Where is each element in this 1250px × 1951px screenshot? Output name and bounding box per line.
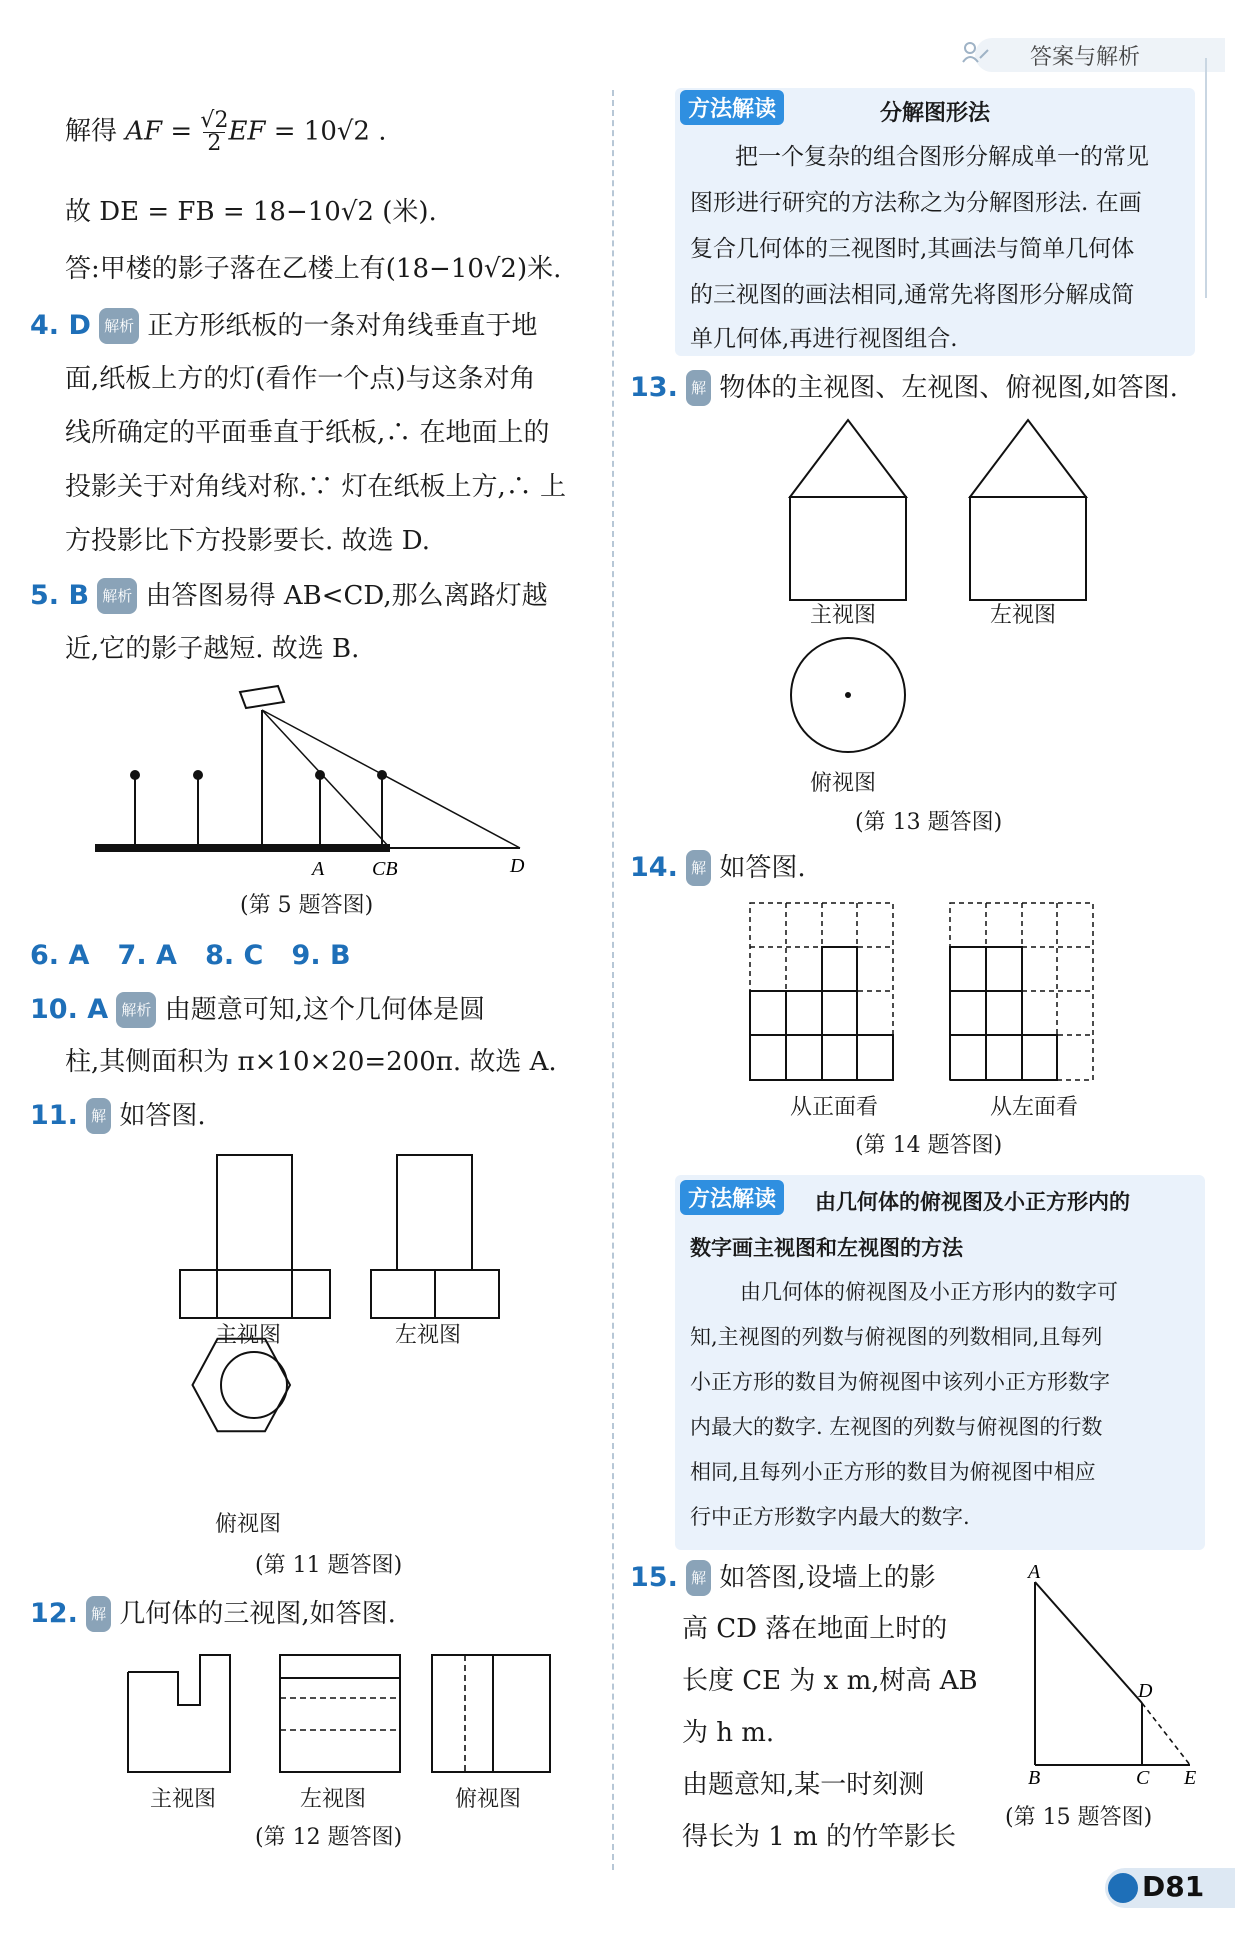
method1-title: 分解图形法	[880, 101, 991, 126]
method2-line-4: 内最大的数字. 左视图的列数与俯视图的行数	[690, 1415, 1103, 1439]
q15-label-e: E	[1184, 1767, 1197, 1785]
person-icon	[960, 40, 990, 64]
column-divider	[612, 90, 614, 1870]
q14-label-left: 从左面看	[990, 1095, 1079, 1120]
q4-tag: 解析	[99, 308, 139, 344]
q13-label-front: 主视图	[810, 603, 877, 628]
q12-label-top: 俯视图	[455, 1787, 522, 1812]
method2-title-2: 数字画主视图和左视图的方法	[690, 1236, 963, 1260]
q11-label-left: 左视图	[395, 1323, 462, 1348]
q15-line-1	[630, 1560, 936, 1596]
method1-line-2: 图形进行研究的方法称之为分解图形法. 在画	[690, 190, 1142, 216]
q4-text-1: 正方形纸板的一条对角线垂直于地	[147, 311, 538, 341]
q15-label-a: A	[1028, 1561, 1041, 1583]
q15-caption: (第 15 题答图)	[1005, 1805, 1153, 1830]
q15-line-2: 高 CD 落在地面上时的	[682, 1614, 948, 1644]
q12-line	[30, 1596, 396, 1632]
q15-number: 15.	[630, 1562, 678, 1593]
q15-line-3: 长度 CE 为 x m,树高 AB	[682, 1666, 978, 1696]
q15-label-c: C	[1136, 1767, 1150, 1785]
globe-icon	[1108, 1873, 1138, 1903]
method1-box	[675, 88, 1195, 356]
q14-figure	[745, 900, 1135, 1085]
q6-9-answers: 6. A 7. A 8. C 9. B	[30, 940, 351, 971]
q5-label-cb: CB	[372, 858, 398, 880]
q11-number: 11.	[30, 1100, 78, 1131]
q12-caption: (第 12 题答图)	[255, 1825, 403, 1850]
method1-tag: 方法解读	[680, 90, 784, 125]
page-number: D81	[1142, 1870, 1205, 1903]
q15-tag: 解	[686, 1560, 711, 1596]
q13-tag: 解	[686, 370, 711, 406]
method2-line-1: 由几何体的俯视图及小正方形内的数字可	[740, 1280, 1118, 1304]
q5-caption: (第 5 题答图)	[240, 893, 374, 918]
q13-number: 13.	[630, 372, 678, 403]
q4-line-2: 面,纸板上方的灯(看作一个点)与这条对角	[65, 364, 536, 394]
q14-number: 14.	[630, 852, 678, 883]
q15-figure	[1010, 1560, 1210, 1785]
q14-line	[630, 850, 806, 886]
q3-line-3: 答:甲楼的影子落在乙楼上有(18−10√2)米.	[65, 254, 562, 284]
q10-text-1: 由题意可知,这个几何体是圆	[164, 995, 485, 1025]
q15-text-1: 如答图,设墙上的影	[719, 1563, 936, 1593]
q4-line-5: 方投影比下方投影要长. 故选 D.	[65, 526, 430, 556]
q13-label-top: 俯视图	[810, 771, 877, 796]
q10-tag: 解析	[116, 992, 156, 1028]
q12-label-front: 主视图	[150, 1787, 217, 1812]
q13-label-left: 左视图	[990, 603, 1057, 628]
q4-line-3: 线所确定的平面垂直于纸板,∴ 在地面上的	[65, 418, 550, 448]
q5-tag: 解析	[97, 578, 137, 614]
method2-line-2: 知,主视图的列数与俯视图的列数相同,且每列	[690, 1325, 1103, 1349]
method2-line-5: 相同,且每列小正方形的数目为俯视图中相应	[690, 1460, 1096, 1484]
method2-line-6: 行中正方形数字内最大的数字.	[690, 1505, 970, 1529]
q13-line	[630, 370, 1178, 406]
q13-figure	[780, 415, 1100, 755]
method2-tag: 方法解读	[680, 1180, 784, 1215]
q12-number: 12.	[30, 1598, 78, 1629]
q12-label-left: 左视图	[300, 1787, 367, 1812]
q11-caption: (第 11 题答图)	[255, 1553, 403, 1578]
q15-line-6: 得长为 1 m 的竹竿影长	[682, 1822, 956, 1852]
q10-line-1	[30, 992, 485, 1028]
q4-number: 4. D	[30, 310, 91, 341]
q11-tag: 解	[86, 1098, 111, 1134]
q13-caption: (第 13 题答图)	[855, 810, 1003, 835]
method1-line-3: 复合几何体的三视图时,其画法与简单几何体	[690, 236, 1135, 262]
q15-line-4: 为 h m.	[682, 1718, 775, 1748]
q14-label-front: 从正面看	[790, 1095, 879, 1120]
q15-label-b: B	[1028, 1767, 1041, 1785]
q11-figure	[175, 1150, 515, 1460]
q12-figure	[120, 1650, 560, 1780]
q10-line-2: 柱,其侧面积为 π×10×20=200π. 故选 A.	[65, 1047, 557, 1077]
q5-label-a: A	[312, 858, 325, 880]
q5-number: 5. B	[30, 580, 90, 611]
header-line	[1205, 58, 1207, 298]
q10-number: 10. A	[30, 994, 109, 1025]
q11-text: 如答图.	[119, 1101, 206, 1131]
method2-title-1: 由几何体的俯视图及小正方形内的	[815, 1190, 1130, 1214]
q14-caption: (第 14 题答图)	[855, 1133, 1003, 1158]
q15-label-d: D	[1138, 1680, 1153, 1702]
q12-tag: 解	[86, 1596, 111, 1632]
q5-line-2: 近,它的影子越短. 故选 B.	[65, 634, 360, 664]
q3-line-2: 故 DE = FB = 18−10√2 (米).	[65, 197, 437, 227]
method1-line-4: 的三视图的画法相同,通常先将图形分解成简	[690, 282, 1135, 308]
q15-line-5: 由题意知,某一时刻测	[682, 1770, 925, 1800]
method1-line-5: 单几何体,再进行视图组合.	[690, 326, 958, 352]
header-section-title: 答案与解析	[1030, 45, 1141, 70]
q3-line-1: 解得 AF = $\frac{√2}{2}EF = 10√2$ .	[65, 108, 387, 156]
q5-text-1: 由答图易得 AB<CD,那么离路灯越	[145, 581, 548, 611]
q11-line	[30, 1098, 206, 1134]
method1-line-1: 把一个复杂的组合图形分解成单一的常见	[735, 144, 1149, 170]
q12-text: 几何体的三视图,如答图.	[119, 1599, 396, 1629]
q14-tag: 解	[686, 850, 711, 886]
q5-figure	[90, 680, 550, 880]
q11-label-top: 俯视图	[215, 1512, 282, 1537]
q14-text: 如答图.	[719, 853, 806, 883]
q13-text: 物体的主视图、左视图、俯视图,如答图.	[719, 373, 1178, 403]
q11-label-front: 主视图	[215, 1323, 282, 1348]
q4-line-1	[30, 308, 537, 344]
method2-line-3: 小正方形的数目为俯视图中该列小正方形数字	[690, 1370, 1110, 1394]
q5-line-1	[30, 578, 548, 614]
q5-label-d: D	[510, 855, 525, 877]
q4-line-4: 投影关于对角线对称.∵ 灯在纸板上方,∴ 上	[65, 472, 567, 502]
